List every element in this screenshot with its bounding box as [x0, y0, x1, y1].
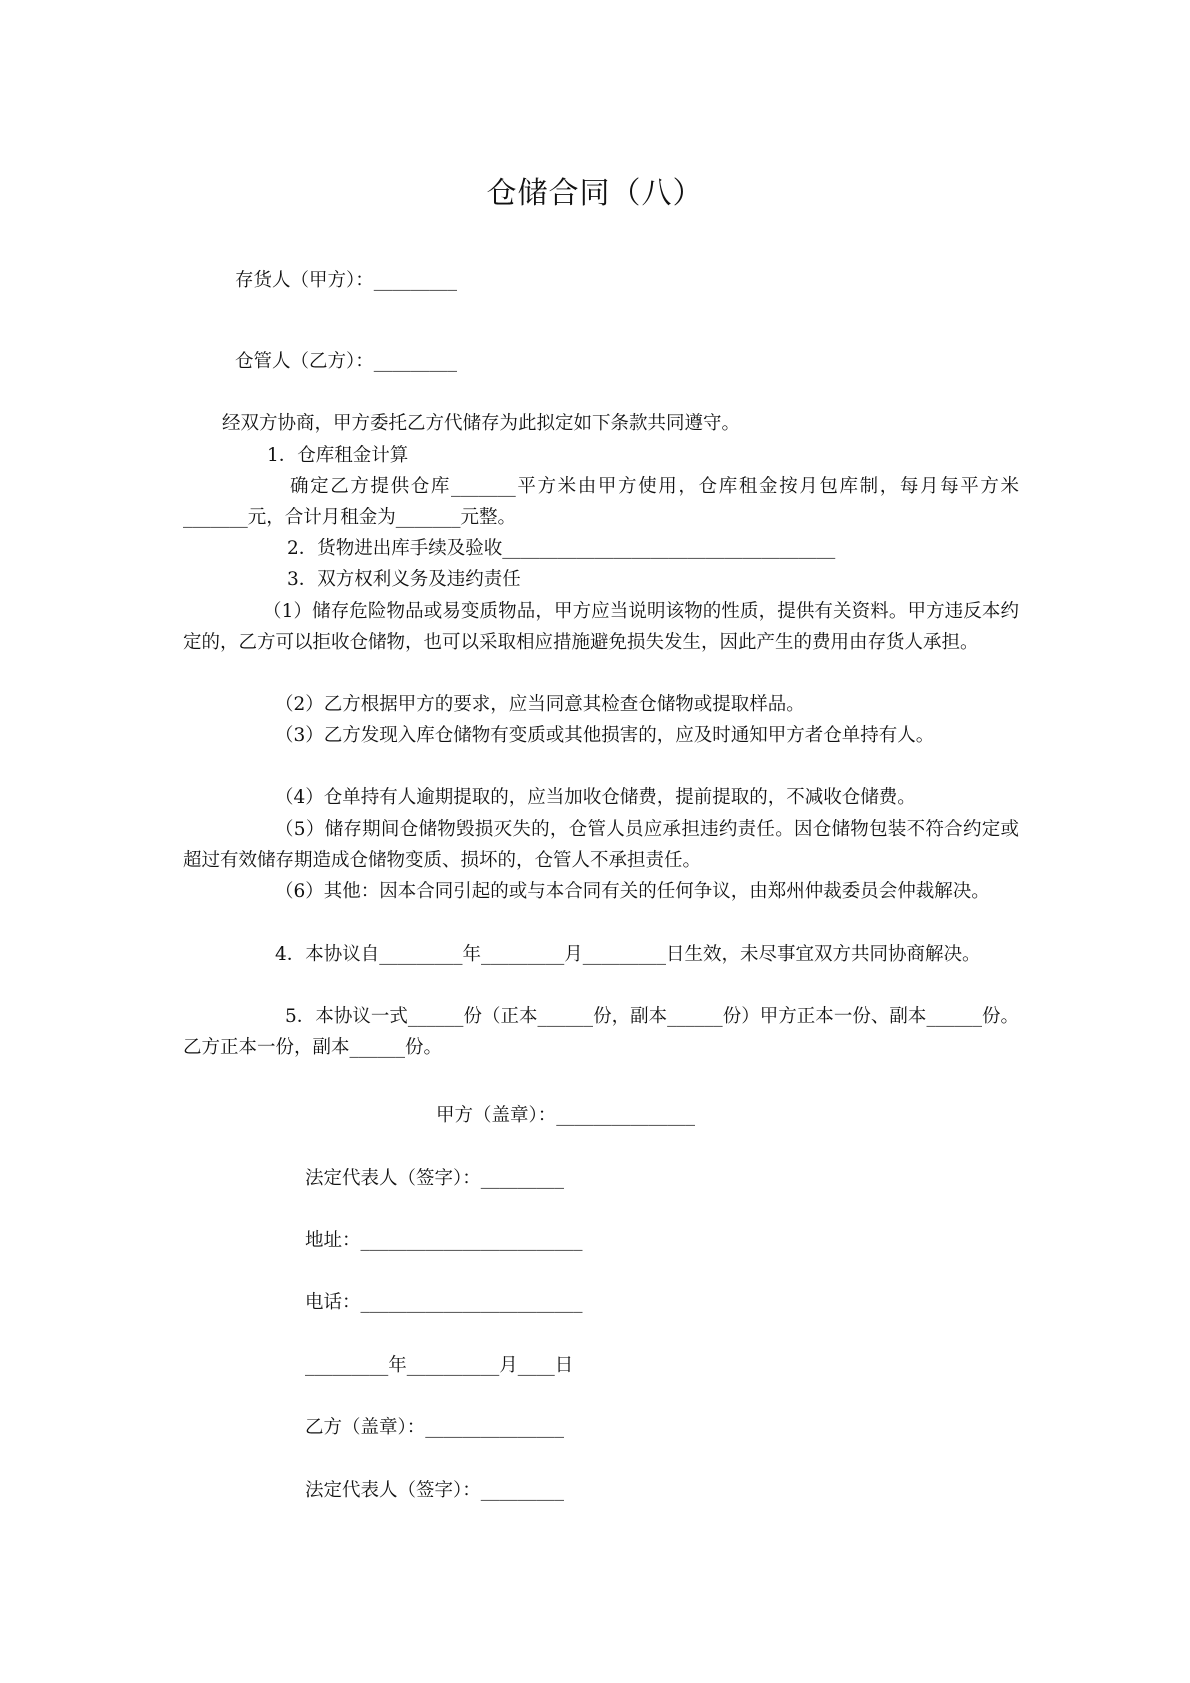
clause-3-item-1: （1）储存危险物品或易变质物品，甲方应当说明该物的性质，提供有关资料。甲方违反本约定的，乙方可以拒收仓储物，也可以采取相应措施避免损失发生，因此产生的费用由存货人承担。: [183, 601, 1019, 653]
clause-4: 4．本协议自_________年_________月_________日生效，未尽事宜双方共同协商解决。: [275, 944, 981, 965]
document-title: 仓储合同（八）: [486, 176, 704, 211]
party-b-seal-line: 乙方（盖章）：_______________: [305, 1417, 565, 1438]
intro-paragraph: 经双方协商，甲方委托乙方代储存为此拟定如下条款共同遵守。: [222, 413, 741, 434]
clause-2-heading: 2．货物进出库手续及验收____________________________________: [287, 538, 836, 559]
clause-1-heading: 1．仓库租金计算: [267, 445, 409, 466]
clause-3-item-3: （3）乙方发现入库仓储物有变质或其他损害的，应及时通知甲方者仓单持有人。: [275, 725, 935, 746]
depositor-line: 存货人（甲方）：_________: [235, 270, 458, 291]
clause-3-heading: 3．双方权利义务及违约责任: [287, 569, 521, 590]
party-a-representative-line: 法定代表人（签字）：_________: [305, 1168, 565, 1189]
party-a-seal-line: 甲方（盖章）：_______________: [436, 1105, 696, 1126]
party-a-date-line: _________年__________月____日: [305, 1355, 574, 1376]
clause-3-item-5: （5）储存期间仓储物毁损灭失的，仓管人员应承担违约责任。因仓储物包装不符合约定或超过有效储存期造成仓储物变质、损坏的，仓管人不承担责任。: [183, 819, 1019, 871]
clause-3-item-2: （2）乙方根据甲方的要求，应当同意其检查仓储物或提取样品。: [275, 694, 805, 715]
party-a-phone-line: 电话：________________________: [305, 1292, 583, 1313]
clause-3-item-4: （4）仓单持有人逾期提取的，应当加收仓储费，提前提取的，不减收仓储费。: [275, 787, 916, 808]
clause-1-body: 确定乙方提供仓库_______平方米由甲方使用，仓库租金按月包库制，每月每平方米_______元，合计月租金为_______元整。: [183, 476, 1019, 528]
warehouseman-line: 仓管人（乙方）：_________: [235, 351, 458, 372]
party-b-representative-line: 法定代表人（签字）：_________: [305, 1480, 565, 1501]
party-a-address-line: 地址：________________________: [305, 1230, 583, 1251]
clause-3-item-6: （6）其他：因本合同引起的或与本合同有关的任何争议，由郑州仲裁委员会仲裁解决。: [275, 881, 990, 902]
clause-5: 5．本协议一式______份（正本______份，副本______份）甲方正本一份、副本______份。乙方正本一份，副本______份。: [183, 1006, 1019, 1058]
